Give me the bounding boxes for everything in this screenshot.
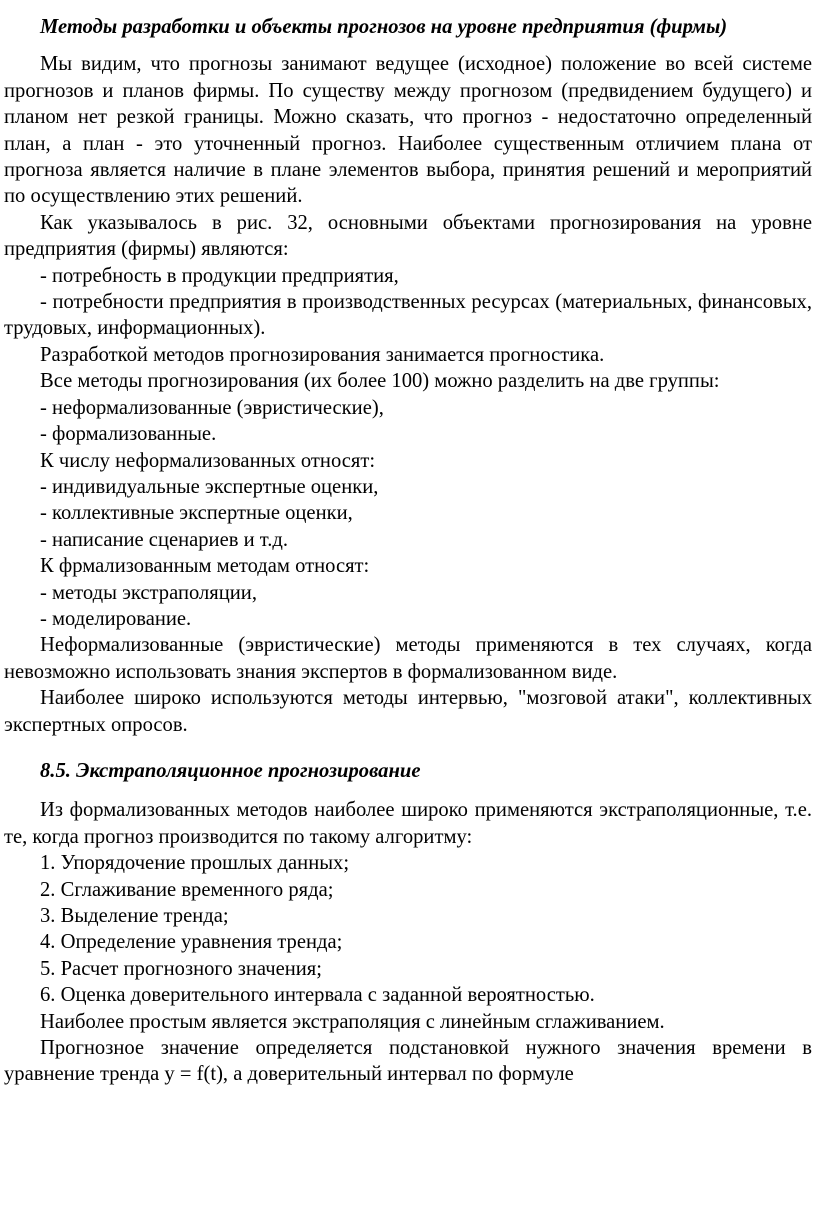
section-title: 8.5. Экстраполяционное прогнозирование [40,759,421,782]
paragraph: К фрмализованным методам относят: [40,555,370,578]
list-item: 5. Расчет прогнозного значения; [40,957,322,980]
list-item: - коллективные экспертные оценки, [40,502,353,525]
list-item: - индивидуальные экспертные оценки, [40,475,379,498]
list-item: - моделирование. [40,607,192,630]
list-item: - методы экстраполяции, [40,581,257,604]
paragraph: Мы видим, что прогнозы занимают ведущее (исходное) положение во всей системе прогнозов и планов фирмы. По существу между прогнозом (предвидением будущего) и планом нет резкой границы. Можно сказать, что прогноз - недостаточно определенный план, а план - это уточненный прогноз. Наиболее существенным отличием плана от прогноза является наличие в плане элементов выбора, принятия решений и мероприятий по осуществлению этих решений. [4,53,812,208]
list-item: 1. Упорядочение прошлых данных; [40,852,350,875]
paragraph: Как указывалось в рис. 32, основными объектами прогнозирования на уровне предприятия (фирмы) являются: [4,211,812,261]
list-item: 6. Оценка доверительного интервала с заданной вероятностью. [40,984,595,1007]
list-item: 2. Сглаживание временного ряда; [40,878,334,901]
document-page [4,14,812,1088]
list-item: - неформализованные (эвристические), [40,396,384,419]
paragraph: Прогнозное значение определяется подстановкой нужного значения времени в уравнение тренда y = f(t), а доверительный интервал по формуле [4,1037,812,1086]
paragraph: К числу неформализованных относят: [40,449,376,472]
list-item: 3. Выделение тренда; [40,905,229,927]
page-title: Методы разработки и объекты прогнозов на уровне предприятия (фирмы) [40,16,728,38]
list-item: - потребность в продукции предприятия, [40,264,399,287]
paragraph: Все методы прогнозирования (их более 100) можно разделить на две группы: [40,370,720,393]
list-item: - потребности предприятия в производственных ресурсах (материальных, финансовых, трудовых, информационных). [4,291,812,340]
list-item: 4. Определение уравнения тренда; [40,931,343,954]
paragraph: Наиболее широко используются методы интервью, "мозговой атаки", коллективных экспертных опросов. [4,687,812,736]
paragraph: Разработкой методов прогнозирования занимается прогностика. [40,343,605,366]
list-item: - формализованные. [40,423,217,446]
paragraph: Наиболее простым является экстраполяция с линейным сглаживанием. [40,1010,665,1033]
paragraph: Из формализованных методов наиболее широко применяются экстраполяционные, т.е. те, когда прогноз производится по такому алгоритму: [4,799,812,848]
list-item: - написание сценариев и т.д. [40,528,288,551]
intro-section [4,51,812,738]
paragraph: Неформализованные (эвристические) методы применяются в тех случаях, когда невозможно использовать знания экспертов в формализованном виде. [4,634,812,683]
extrapolation-section [4,797,812,1087]
